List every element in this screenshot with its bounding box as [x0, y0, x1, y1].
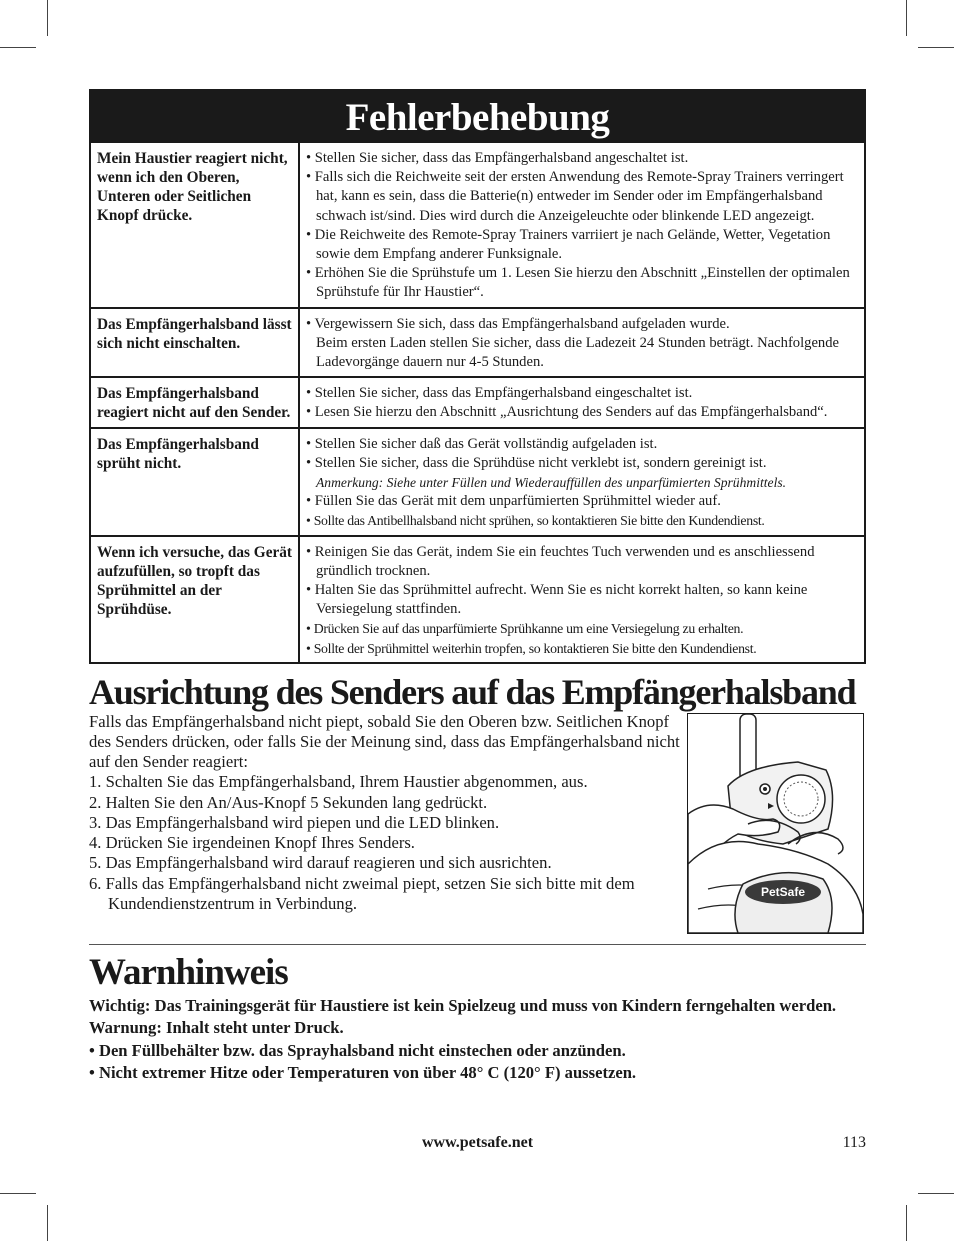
crop-mark	[906, 1205, 907, 1241]
solution-item: • Stellen Sie sicher daß das Gerät vollständig aufgeladen ist.	[306, 435, 858, 454]
crop-mark	[918, 1193, 954, 1194]
solution-note: Anmerkung: Siehe unter Füllen und Wiederauffüllen des unparfümierten Sprühmittels.	[316, 475, 787, 491]
section-divider	[89, 944, 866, 945]
solution-cell	[300, 378, 864, 426]
solution-cell	[300, 537, 864, 662]
problem-cell: Das Empfängerhalsband sprüht nicht.	[91, 429, 300, 535]
crop-mark	[0, 1193, 36, 1194]
page-footer	[89, 1134, 866, 1156]
warning-line: • Nicht extremer Hitze oder Temperaturen von über 48° C (120° F) aussetzen.	[89, 1063, 637, 1083]
solution-extra: Beim ersten Laden stellen Sie sicher, dass die Ladezeit 24 Stunden beträgt. Nachfolgende Ladevorgänge dauern nur 4-5 Stunden.	[316, 334, 839, 371]
step-item: 1. Schalten Sie das Empfängerhalsband, Ihrem Haustier abgenommen, aus.	[89, 772, 588, 792]
troubleshooting-title: Fehlerbehebung	[91, 91, 864, 141]
table-row	[91, 141, 864, 307]
page-content	[89, 89, 866, 1085]
page-number: 113	[842, 1134, 866, 1151]
warning-section	[89, 995, 866, 1085]
collar-photo	[687, 713, 864, 934]
step-item: 5. Das Empfängerhalsband wird darauf reagieren und sich ausrichten.	[89, 853, 552, 873]
table-row	[91, 307, 864, 377]
crop-mark	[918, 47, 954, 48]
problem-cell: Das Empfängerhalsband lässt sich nicht einschalten.	[91, 309, 300, 377]
warning-line: Warnung: Inhalt steht unter Druck.	[89, 1018, 344, 1038]
solution-item: • Lesen Sie hierzu den Abschnitt „Ausrichtung des Senders auf das Empfängerhalsband“.	[306, 403, 858, 422]
solution-item: • Reinigen Sie das Gerät, indem Sie ein feuchtes Tuch verwenden und es anschliessend gründlich trocknen.	[306, 543, 858, 581]
problem-cell: Das Empfängerhalsband reagiert nicht auf den Sender.	[91, 378, 300, 426]
solution-item: • Erhöhen Sie die Sprühstufe um 1. Lesen Sie hierzu den Abschnitt „Einstellen der optimalen Sprühstufe für Ihr Haustier“.	[306, 264, 858, 302]
problem-cell: Wenn ich versuche, das Gerät aufzufüllen, so tropft das Sprühmittel an der Sprühdüse.	[91, 537, 300, 662]
solution-item: • Die Reichweite des Remote-Spray Trainers varriiert je nach Gelände, Wetter, Vegetation sowie dem Empfang anderer Funksignale.	[306, 226, 858, 264]
step-item: 6. Falls das Empfängerhalsband nicht zweimal piept, setzen Sie sich bitte mit dem Kundendienstzentrum in Verbindung.	[89, 873, 635, 913]
alignment-text	[89, 712, 689, 914]
step-item: 2. Halten Sie den An/Aus-Knopf 5 Sekunden lang gedrückt.	[89, 792, 488, 812]
alignment-steps	[89, 772, 689, 913]
crop-mark	[0, 47, 36, 48]
table-row	[91, 376, 864, 426]
table-row	[91, 535, 864, 662]
problem-cell: Mein Haustier reagiert nicht, wenn ich den Oberen, Unteren oder Seitlichen Knopf drücke.	[91, 143, 300, 307]
alignment-heading: Ausrichtung des Senders auf das Empfängerhalsband	[89, 671, 856, 712]
website-url: www.petsafe.net	[421, 1134, 534, 1151]
solution-cell	[300, 429, 864, 535]
solution-item: • Vergewissern Sie sich, dass das Empfängerhalsband aufgeladen wurde.	[306, 315, 858, 334]
solution-item: • Drücken Sie auf das unparfümierte Sprühkanne um eine Versiegelung zu erhalten.	[306, 619, 858, 638]
crop-mark	[47, 1205, 48, 1241]
petsafe-logo: PetSafe	[760, 884, 806, 899]
solution-item: • Füllen Sie das Gerät mit dem unparfümierten Sprühmittel wieder auf.	[306, 492, 858, 511]
warning-line: • Den Füllbehälter bzw. das Sprayhalsband nicht einstechen oder anzünden.	[89, 1040, 626, 1060]
solution-item: • Stellen Sie sicher, dass die Sprühdüse nicht verklebt ist, sondern gereinigt ist.	[306, 454, 858, 473]
alignment-intro: Falls das Empfängerhalsband nicht piept, sobald Sie den Oberen bzw. Seitlichen Knopf des Senders drücken, oder falls Sie der Meinung sind, dass das Empfängerhalsband nicht auf den Sender reagiert:	[89, 711, 680, 772]
solution-item: • Falls sich die Reichweite seit der ersten Anwendung des Remote-Spray Trainers verringert hat, kann es sein, dass die Batterie(n) entweder im Sender oder im Empfängerhalsband schwach ist/sind. Dies wird durch die Anzeigeleuchte oder blinkende LED angezeigt.	[306, 168, 858, 226]
warning-heading: Warnhinweis	[89, 951, 288, 993]
alignment-section	[89, 712, 866, 940]
solution-cell	[300, 143, 864, 307]
warning-line: Wichtig: Das Trainingsgerät für Haustiere ist kein Spielzeug und muss von Kindern ferngehalten werden.	[89, 995, 837, 1015]
step-item: 4. Drücken Sie irgendeinen Knopf Ihres Senders.	[89, 833, 415, 853]
troubleshooting-table	[89, 89, 866, 664]
solution-item: • Stellen Sie sicher, dass das Empfängerhalsband angeschaltet ist.	[306, 149, 858, 168]
solution-cell	[300, 309, 864, 377]
crop-mark	[47, 0, 48, 36]
table-row	[91, 427, 864, 535]
solution-item: • Halten Sie das Sprühmittel aufrecht. Wenn Sie es nicht korrekt halten, so kann keine Versiegelung stattfinden.	[306, 581, 858, 619]
crop-mark	[906, 0, 907, 36]
solution-item: • Sollte der Sprühmittel weiterhin tropfen, so kontaktieren Sie bitte den Kundendienst.	[306, 639, 858, 658]
step-item: 3. Das Empfängerhalsband wird piepen und die LED blinken.	[89, 812, 500, 832]
solution-item: • Stellen Sie sicher, dass das Empfängerhalsband eingeschaltet ist.	[306, 384, 858, 403]
solution-item: • Sollte das Antibellhalsband nicht sprühen, so kontaktieren Sie bitte den Kundendienst.	[306, 511, 858, 530]
